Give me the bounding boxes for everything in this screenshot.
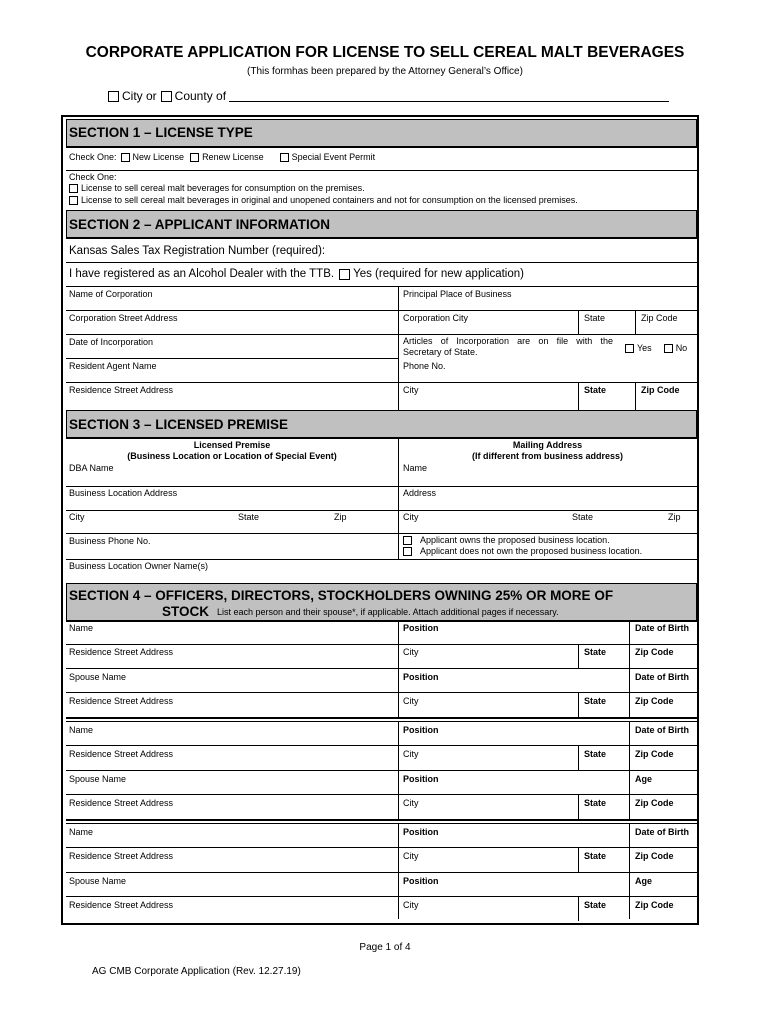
- officer-2-state-label: State: [584, 749, 607, 759]
- premise-zip-label: Zip: [334, 512, 347, 522]
- ttb-row: [69, 268, 524, 280]
- mailing-name-label: Name: [403, 463, 428, 473]
- articles-yes-checkbox[interactable]: [625, 344, 634, 353]
- residence-zip-label: Zip Code: [641, 385, 680, 395]
- officer-1-residence-label: Residence Street Address: [69, 647, 174, 657]
- premise-state-label: State: [238, 512, 260, 522]
- renew-license-checkbox[interactable]: [190, 153, 199, 162]
- owns-option: [403, 535, 610, 545]
- new-license-checkbox[interactable]: [121, 153, 130, 162]
- form-title: CORPORATE APPLICATION FOR LICENSE TO SELL CEREAL MALT BEVERAGES: [85, 44, 685, 61]
- revision-note: AG CMB Corporate Application (Rev. 12.27.19): [92, 966, 301, 977]
- officer-1-dob-label: Date of Birth: [635, 623, 689, 633]
- premise-city-label: City: [69, 512, 85, 522]
- owns-label: Applicant owns the proposed business location.: [420, 535, 610, 545]
- officer-1-name-label: Name: [69, 623, 94, 633]
- residence-city-label: City: [403, 385, 419, 395]
- name-of-corporation-label: Name of Corporation: [69, 289, 153, 299]
- resident-agent-label: Resident Agent Name: [69, 361, 157, 371]
- county-name-field[interactable]: [229, 90, 669, 102]
- spouse-2-age-label: Age: [635, 774, 653, 784]
- city-checkbox[interactable]: [108, 91, 119, 102]
- phone-label: Phone No.: [403, 361, 446, 371]
- principal-place-label: Principal Place of Business: [403, 289, 512, 299]
- section-4-title: SECTION 4 – OFFICERS, DIRECTORS, STOCKHOLDERS OWNING 25% OR MORE OF: [69, 588, 614, 603]
- spouse-2-state-label: State: [584, 798, 607, 808]
- articles-no-checkbox[interactable]: [664, 344, 673, 353]
- mailing-address-label: Address: [403, 488, 437, 498]
- not-owns-checkbox[interactable]: [403, 547, 412, 556]
- original-containers-label: License to sell cereal malt beverages in original and unopened containers and not for consumption on the licensed premises.: [81, 195, 578, 205]
- county-checkbox[interactable]: [161, 91, 172, 102]
- city-label: City or: [122, 89, 157, 103]
- licensed-premise-subheading: (Business Location or Location of Special Event): [127, 451, 337, 461]
- page-number: Page 1 of 4: [359, 942, 411, 953]
- spouse-2-residence-label: Residence Street Address: [69, 798, 174, 808]
- spouse-1-position-label: Position: [403, 672, 439, 682]
- spouse-3-residence-label: Residence Street Address: [69, 900, 174, 910]
- business-location-label: Business Location Address: [69, 488, 178, 498]
- officer-3-zip-label: Zip Code: [635, 851, 674, 861]
- mailing-state-label: State: [572, 512, 594, 522]
- officer-2-city-label: City: [403, 749, 419, 759]
- section-4-note: List each person and their spouse*, if applicable. Attach additional pages if necessary.: [217, 606, 559, 617]
- ttb-label: I have registered as an Alcohol Dealer with the TTB.: [69, 268, 335, 280]
- original-option: [69, 195, 578, 205]
- renew-license-label: Renew License: [202, 152, 264, 162]
- officer-3-state-label: State: [584, 851, 607, 861]
- officer-2-name-label: Name: [69, 725, 94, 735]
- officer-1-city-label: City: [403, 647, 419, 657]
- officer-3-city-label: City: [403, 851, 419, 861]
- spouse-3-age-label: Age: [635, 876, 653, 886]
- mailing-city-label: City: [403, 512, 419, 522]
- corp-zip-label: Zip Code: [641, 313, 678, 323]
- articles-no-label: No: [675, 343, 688, 353]
- officer-2-zip-label: Zip Code: [635, 749, 674, 759]
- special-event-label: Special Event Permit: [291, 152, 376, 162]
- not-owns-label: Applicant does not own the proposed business location.: [420, 546, 643, 556]
- officer-2-position-label: Position: [403, 725, 439, 735]
- officer-3-residence-label: Residence Street Address: [69, 851, 174, 861]
- spouse-3-state-label: State: [584, 900, 607, 910]
- new-license-label: New License: [132, 152, 185, 162]
- date-incorporation-label: Date of Incorporation: [69, 337, 154, 347]
- county-label: County of: [174, 89, 227, 103]
- premises-option: [69, 183, 365, 193]
- section-4-title-stock: STOCK: [162, 604, 210, 619]
- spouse-3-zip-label: Zip Code: [635, 900, 674, 910]
- officer-1-state-label: State: [584, 647, 607, 657]
- dba-name-label: DBA Name: [69, 463, 114, 473]
- license-type-row: [69, 152, 375, 162]
- officer-2-dob-label: Date of Birth: [635, 725, 689, 735]
- section-3-title: SECTION 3 – LICENSED PREMISE: [69, 417, 289, 432]
- spouse-1-zip-label: Zip Code: [635, 696, 674, 706]
- mailing-address-subheading: (If different from business address): [471, 451, 624, 461]
- corp-city-label: Corporation City: [403, 313, 469, 323]
- premises-checkbox[interactable]: [69, 184, 78, 193]
- spouse-2-zip-label: Zip Code: [635, 798, 674, 808]
- check-one-label-2: Check One:: [69, 172, 117, 182]
- articles-yes-label: Yes: [637, 343, 652, 353]
- mailing-address-heading: Mailing Address: [512, 440, 583, 450]
- officer-2-residence-label: Residence Street Address: [69, 749, 174, 759]
- ttb-yes-label: Yes (required for new application): [353, 268, 524, 280]
- not-owns-option: [403, 546, 642, 556]
- form-subtitle: (This formhas been prepared by the Attorney General’s Office): [247, 66, 523, 77]
- spouse-3-name-label: Spouse Name: [69, 876, 127, 886]
- corp-street-label: Corporation Street Address: [69, 313, 178, 323]
- officer-1-position-label: Position: [403, 623, 439, 633]
- ttb-yes-checkbox[interactable]: [339, 269, 350, 280]
- premises-label: License to sell cereal malt beverages for consumption on the premises.: [81, 183, 365, 193]
- business-phone-label: Business Phone No.: [69, 536, 151, 546]
- tax-registration-label: Kansas Sales Tax Registration Number (required):: [69, 245, 326, 257]
- corp-state-label: State: [584, 313, 606, 323]
- residence-state-label: State: [584, 385, 607, 395]
- articles-label: Articles of Incorporation are on file with the Secretary of State.: [403, 336, 613, 357]
- spouse-1-residence-label: Residence Street Address: [69, 696, 174, 706]
- officer-3-dob-label: Date of Birth: [635, 827, 689, 837]
- spouse-2-position-label: Position: [403, 774, 439, 784]
- section-1-title: SECTION 1 – LICENSE TYPE: [69, 125, 253, 140]
- application-form: [61, 115, 699, 925]
- spouse-1-city-label: City: [403, 696, 419, 706]
- articles-yes-no: [625, 343, 687, 353]
- section-4-title-line2: [162, 604, 559, 619]
- check-one-label: Check One:: [69, 152, 117, 162]
- city-county-line: [108, 89, 669, 103]
- officer-3-position-label: Position: [403, 827, 439, 837]
- owner-names-label: Business Location Owner Name(s): [69, 561, 209, 571]
- mailing-zip-label: Zip: [668, 512, 681, 522]
- licensed-premise-heading: Licensed Premise: [193, 440, 271, 450]
- officer-3-name-label: Name: [69, 827, 94, 837]
- spouse-1-name-label: Spouse Name: [69, 672, 127, 682]
- spouse-2-name-label: Spouse Name: [69, 774, 127, 784]
- spouse-2-city-label: City: [403, 798, 419, 808]
- original-containers-checkbox[interactable]: [69, 196, 78, 205]
- spouse-3-city-label: City: [403, 900, 419, 910]
- spouse-1-dob-label: Date of Birth: [635, 672, 689, 682]
- section-2-title: SECTION 2 – APPLICANT INFORMATION: [69, 217, 331, 232]
- owns-checkbox[interactable]: [403, 536, 412, 545]
- residence-street-label: Residence Street Address: [69, 385, 174, 395]
- special-event-checkbox[interactable]: [280, 153, 289, 162]
- spouse-3-position-label: Position: [403, 876, 439, 886]
- spouse-1-state-label: State: [584, 696, 607, 706]
- officer-1-zip-label: Zip Code: [635, 647, 674, 657]
